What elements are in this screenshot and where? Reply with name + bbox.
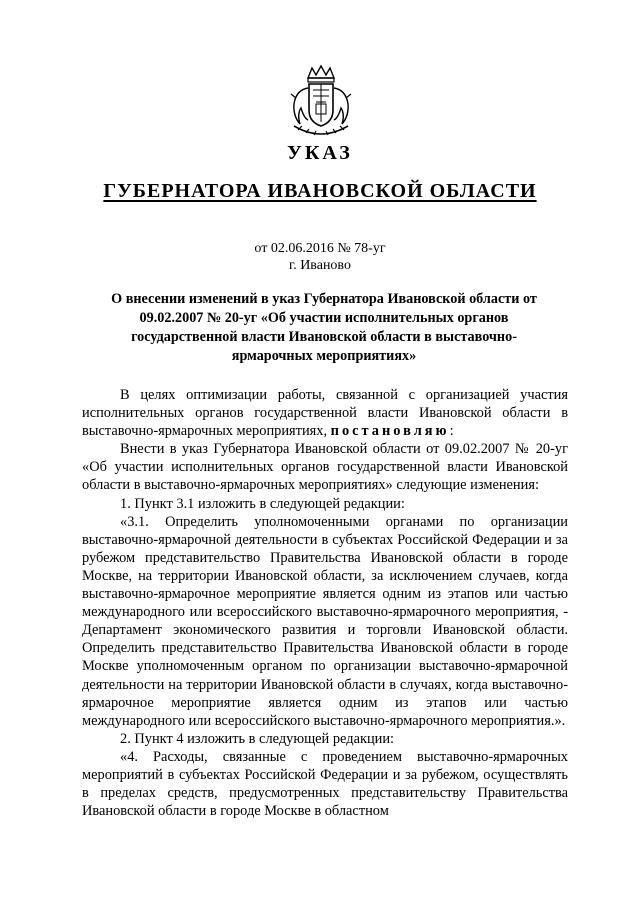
paragraph-amendment-intro: Внести в указ Губернатора Ивановской области от 09.02.2007 № 20-уг «Об участии исполнительных органов государственной власти Ивановской области в выставочно-ярмарочных мероприятиях» следующие изменения: xyxy=(82,441,568,494)
document-date-number: от 02.06.2016 № 78-уг xyxy=(254,241,386,256)
preamble-colon: : xyxy=(449,423,454,440)
preamble-text: В целях оптимизации работы, связанной с организацией участия исполнительных органов государственной власти Ивановской области в выставочно-ярмарочных мероприятиях, xyxy=(82,387,568,440)
paragraph-preamble xyxy=(82,386,568,440)
paragraph-item-1-text: «3.1. Определить уполномоченными органами по организации выставочно-ярмарочной деятельности в субъектах Российской Федерации и за рубежом представительство Правительства Ивановской области в городе Москве, на территории Ивановской области, за исключением случаев, когда выставочно-ярмарочное мероприятие является одним из этапов или частью международного или всероссийского выставочно-ярмарочного мероприятия, - Департамент экономического развития и торговли Ивановской области. Определить представительство Правительства Ивановской области в городе Москве уполномоченным органом по организации выставочно-ярмарочной деятельности на территории Ивановской области в случаях, когда выставочно-ярмарочное мероприятие является одним из этапов или частью международного или всероссийского выставочно-ярмарочного мероприятия.». xyxy=(82,513,568,729)
document-body xyxy=(82,386,568,820)
preamble-decree-word: постановляю xyxy=(330,423,450,440)
document-authority: ГУБЕРНАТОРА ИВАНОВСКОЙ ОБЛАСТИ xyxy=(103,180,537,202)
paragraph-item-2: 2. Пункт 4 изложить в следующей редакции: xyxy=(120,730,395,747)
paragraph-item-2-text: «4. Расходы, связанные с проведением выставочно-ярмарочных мероприятий в субъектах Российской Федерации и за рубежом, осуществлять в пределах средств, предусмотренных представительству Правительства Ивановской области в городе Москве в областном xyxy=(82,748,568,820)
document-title: УКАЗ xyxy=(287,142,353,164)
paragraph-item-1: 1. Пункт 3.1 изложить в следующей редакции: xyxy=(120,495,405,512)
document-subject: О внесении изменений в указ Губернатора Ивановской области от 09.02.2007 № 20-уг «Об участии исполнительных органов государственной власти Ивановской области в выставочно-ярмарочных мероприятиях» xyxy=(111,291,537,364)
coat-of-arms-emblem xyxy=(288,64,354,140)
document-city: г. Иваново xyxy=(289,258,351,273)
